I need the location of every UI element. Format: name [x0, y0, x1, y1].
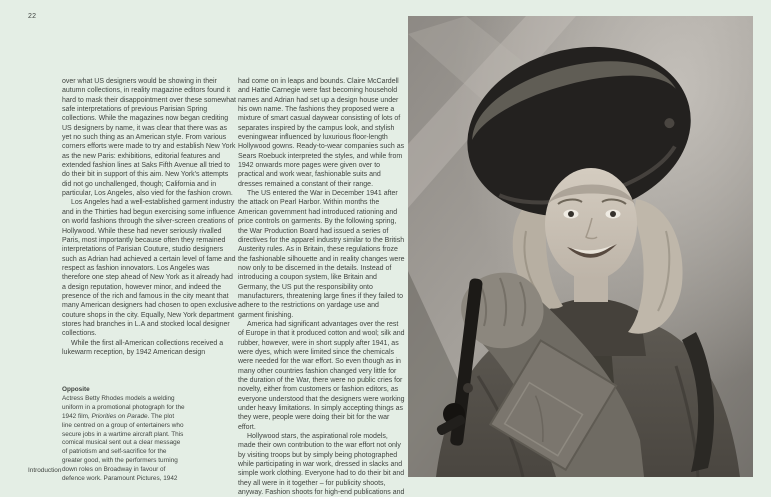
- photo-caption: [62, 386, 185, 484]
- chapter-footer: Introduction: [28, 467, 62, 474]
- caption-film-title: Priorities on Parade: [91, 412, 148, 420]
- text-column-left: [62, 77, 238, 357]
- caption-text-after: . The plot line centred on a group of entertainers who secure jobs in a wartime aircraft plant. This comical musical sent out a clear message of patriotism and self-sacrifice for the greater good, with the performers turning down roles on Broadway in favour of defence work. Paramount Pictures, 1942: [62, 412, 184, 483]
- caption-text-before: Actress Betty Rhodes models a welding uniform in a promotional photograph for the 1942 film,: [62, 394, 185, 420]
- body-paragraph: The US entered the War in December 1941 after the attack on Pearl Harbor. Within months the American government had introduced rationing and price controls on garments. By the following spring, the War Production Board had issued a series of directives for the apparel industry similar to the British Austerity rules. As in Britain, these regulations froze the fashionable silhouette and in reality changes were now only to be discerned in the details. Instead of introducing a coupon system, like Britain and Germany, the US put the responsibility onto manufacturers, threatening large fines if they failed to adhere to the restrictions on yardage use and garment finishing.: [238, 190, 405, 319]
- page-number: 22: [28, 13, 37, 20]
- text-column-right: [238, 77, 405, 497]
- body-paragraph: over what US designers would be showing in their autumn collections, in reality magazine editors found it hard to mask their disappointment over these somewhat safe interpretations of previous Parisian Spring collections. While the magazines now began crediting US designers by name, it was clear that there was as yet no such thing as an American style. From various corners efforts were made to try and establish New York as the new Paris: exhibitions, editorial features and extended fashion lines at Saks Fifth Avenue all tried to do their bit in support of this aim. New York's attempts did not go unchallenged, though; California and in particular, Los Angeles, also vied for the fashion crown.: [62, 78, 236, 198]
- caption-label: Opposite: [62, 386, 90, 393]
- photo-betty-rhodes-welding: [408, 16, 753, 477]
- caption-text: [62, 395, 185, 484]
- body-paragraph: had come on in leaps and bounds. Claire McCardell and Hattie Carnegie were fast becoming household names and Adrian had set up a design house under his own name. The fashions they proposed were a mixture of smart casual daywear consisting of lots of separates inspired by the campus look, and stylish eveningwear influenced by luxurious floor-length Hollywood gowns. Ready-to-wear companies such as Sears Roebuck interpreted the styles, and while from 1942 onwards more pages were given over to practical and work wear, fashionable suits and dresses remained a constant of their range.: [238, 78, 405, 188]
- body-paragraph: While the first all-American collections received a lukewarm reception, by 1942 American design: [62, 339, 224, 356]
- photo-illustration: [408, 16, 753, 477]
- body-paragraph: Hollywood stars, the aspirational role models, made their own contribution to the war effort not only by visiting troops but by simply being photographed while participating in war work, dressed in slacks and simple work clothing. Everyone had to do their bit and they all were in it together – for publicity shoots, anyway. Fashion shoots for high-end publications and: [238, 433, 405, 497]
- body-paragraph: Los Angeles had a well-established garment industry and in the Thirties had begun exercising some influence on world fashions through the silver-screen creations of Hollywood. While these had never seriously rivalled Paris, most importantly because often they remained interpretations of Parisian Couture, studio designers such as Adrian had achieved a certain level of fame and respect as fashion innovators. Los Angeles was therefore one step ahead of New York as it already had a design reputation, however minor, and indeed the presence of the rich and famous in the city meant that many American designers had chosen to open exclusive couture shops in the city. Equally, New York department stores had branches in L.A and stocked local designer collections.: [62, 199, 237, 338]
- body-paragraph: America had significant advantages over the rest of Europe in that it produced cotton and wool; silk and rubber, however, were in short supply after 1941, as were dyes, which were limited since the chemicals were needed for the war effort. So even though as in many other countries fashion changed very little for the duration of the War, there were no public cries for novelty, either from customers or fashion editors, as everyone understood that the designers were working under heavy limitations. In simply accepting things as they were, people were doing their bit for the war effort.: [238, 320, 405, 431]
